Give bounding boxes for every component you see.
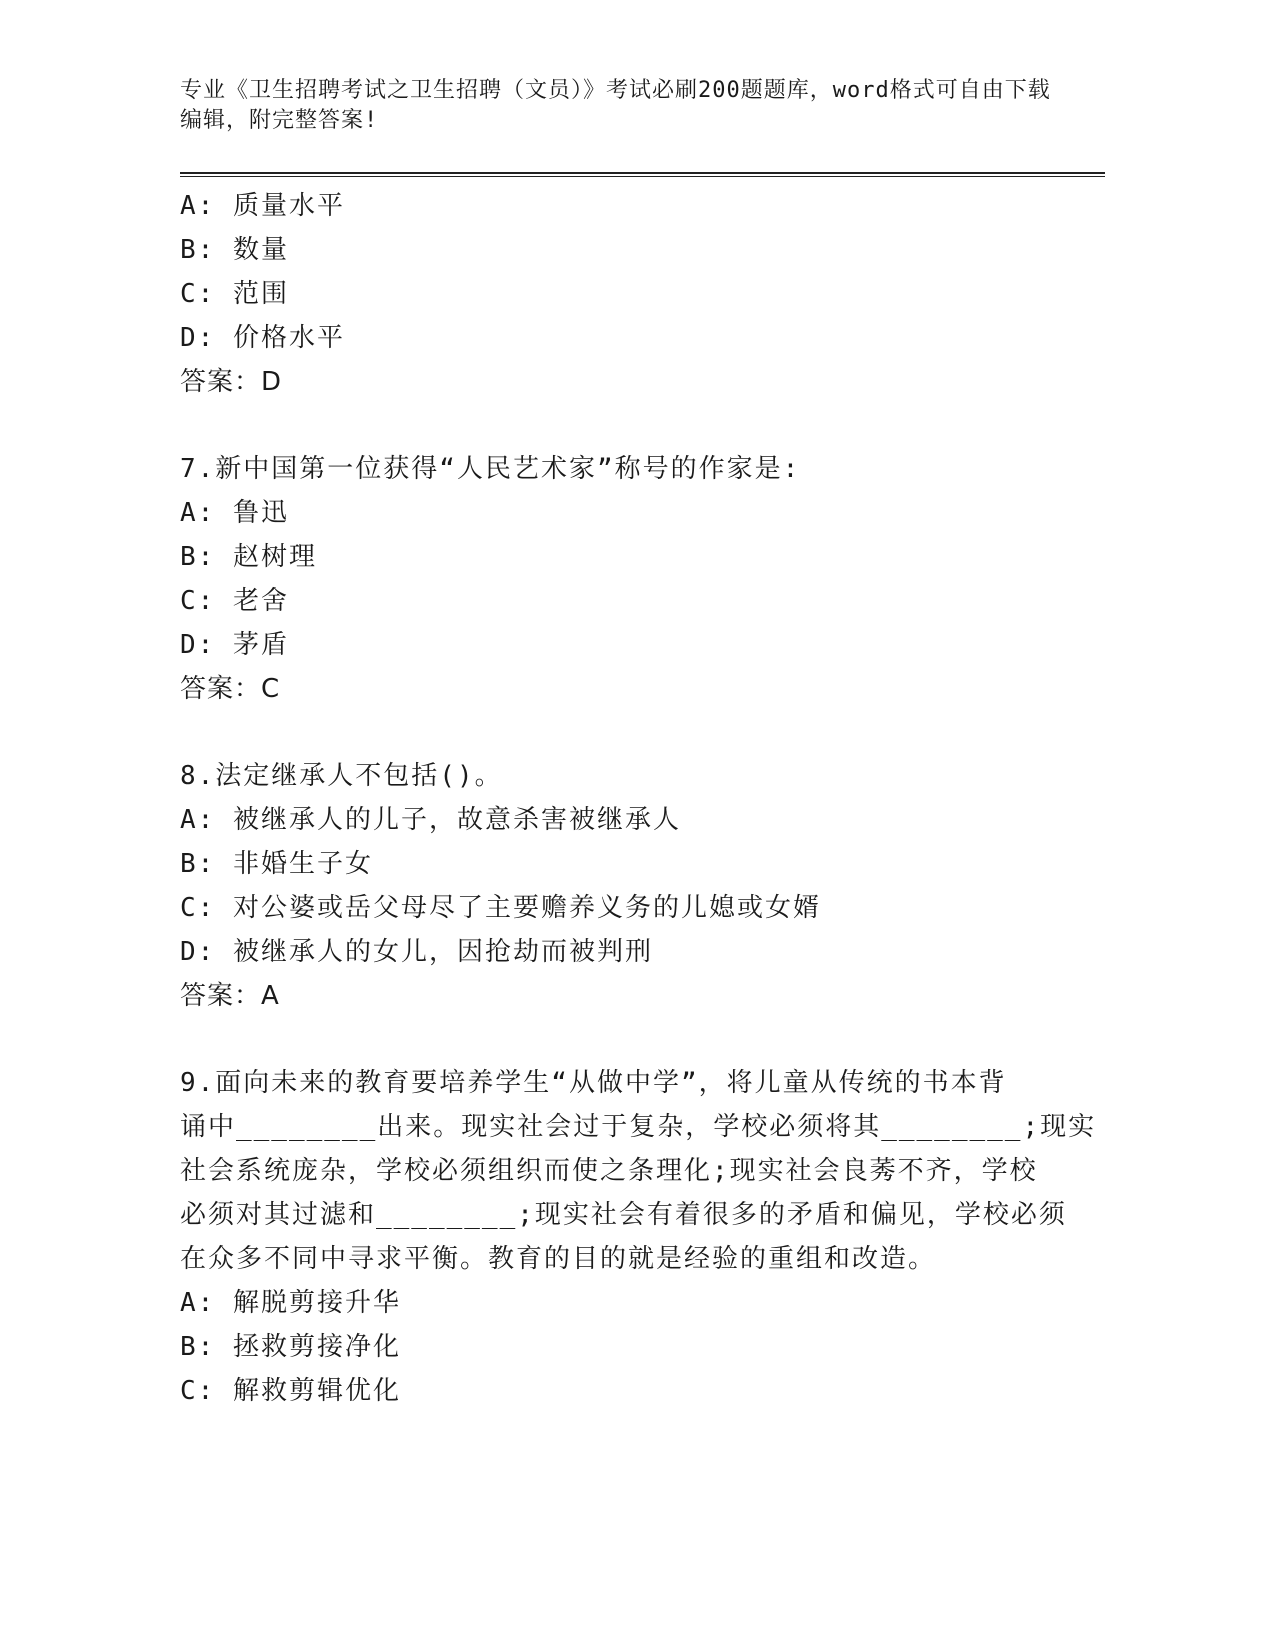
option-c: C: 解救剪辑优化 xyxy=(180,1376,401,1406)
option-c: C: 对公婆或岳父母尽了主要赡养义务的儿媳或女婿 xyxy=(180,893,821,923)
question-block xyxy=(180,754,1060,1018)
option-b: B: 赵树理 xyxy=(180,542,317,572)
question-stem-line: 社会系统庞杂，学校必须组织而使之条理化;现实社会良莠不齐，学校 xyxy=(180,1156,1038,1186)
header-rule xyxy=(180,172,1105,174)
document-header: 专业《卫生招聘考试之卫生招聘（文员）》考试必刷200题题库，word格式可自由下载编辑，附完整答案! xyxy=(180,78,1051,133)
option-b: B: 数量 xyxy=(180,235,289,265)
question-stem: 7.新中国第一位获得“人民艺术家”称号的作家是: xyxy=(180,454,801,484)
option-d: D: 茅盾 xyxy=(180,630,289,660)
option-a: A: 鲁迅 xyxy=(180,498,289,528)
option-c: C: 范围 xyxy=(180,279,289,309)
question-block xyxy=(180,447,1060,711)
question-block xyxy=(180,1061,1097,1413)
header-rule-thin xyxy=(180,176,1105,177)
option-b: B: 非婚生子女 xyxy=(180,849,373,879)
question-stem-line: 诵中________出来。现实社会过于复杂，学校必须将其________;现实 xyxy=(180,1112,1097,1142)
question-block xyxy=(180,184,1060,404)
question-stem-line: 9.面向未来的教育要培养学生“从做中学”，将儿童从传统的书本背 xyxy=(180,1068,1007,1098)
option-d: D: 价格水平 xyxy=(180,323,345,353)
question-stem: 8.法定继承人不包括()。 xyxy=(180,761,503,791)
option-a: A: 被继承人的儿子，故意杀害被继承人 xyxy=(180,805,681,835)
question-list xyxy=(180,184,1097,1413)
answer-line: 答案：C xyxy=(180,674,281,704)
option-c: C: 老舍 xyxy=(180,586,289,616)
question-stem-line: 必须对其过滤和________;现实社会有着很多的矛盾和偏见，学校必须 xyxy=(180,1200,1067,1230)
option-a: A: 质量水平 xyxy=(180,191,345,221)
option-a: A: 解脱剪接升华 xyxy=(180,1288,401,1318)
option-b: B: 拯救剪接净化 xyxy=(180,1332,401,1362)
answer-line: 答案：A xyxy=(180,981,280,1011)
answer-line: 答案：D xyxy=(180,367,283,397)
question-stem-line: 在众多不同中寻求平衡。教育的目的就是经验的重组和改造。 xyxy=(180,1244,937,1274)
option-d: D: 被继承人的女儿，因抢劫而被判刑 xyxy=(180,937,653,967)
